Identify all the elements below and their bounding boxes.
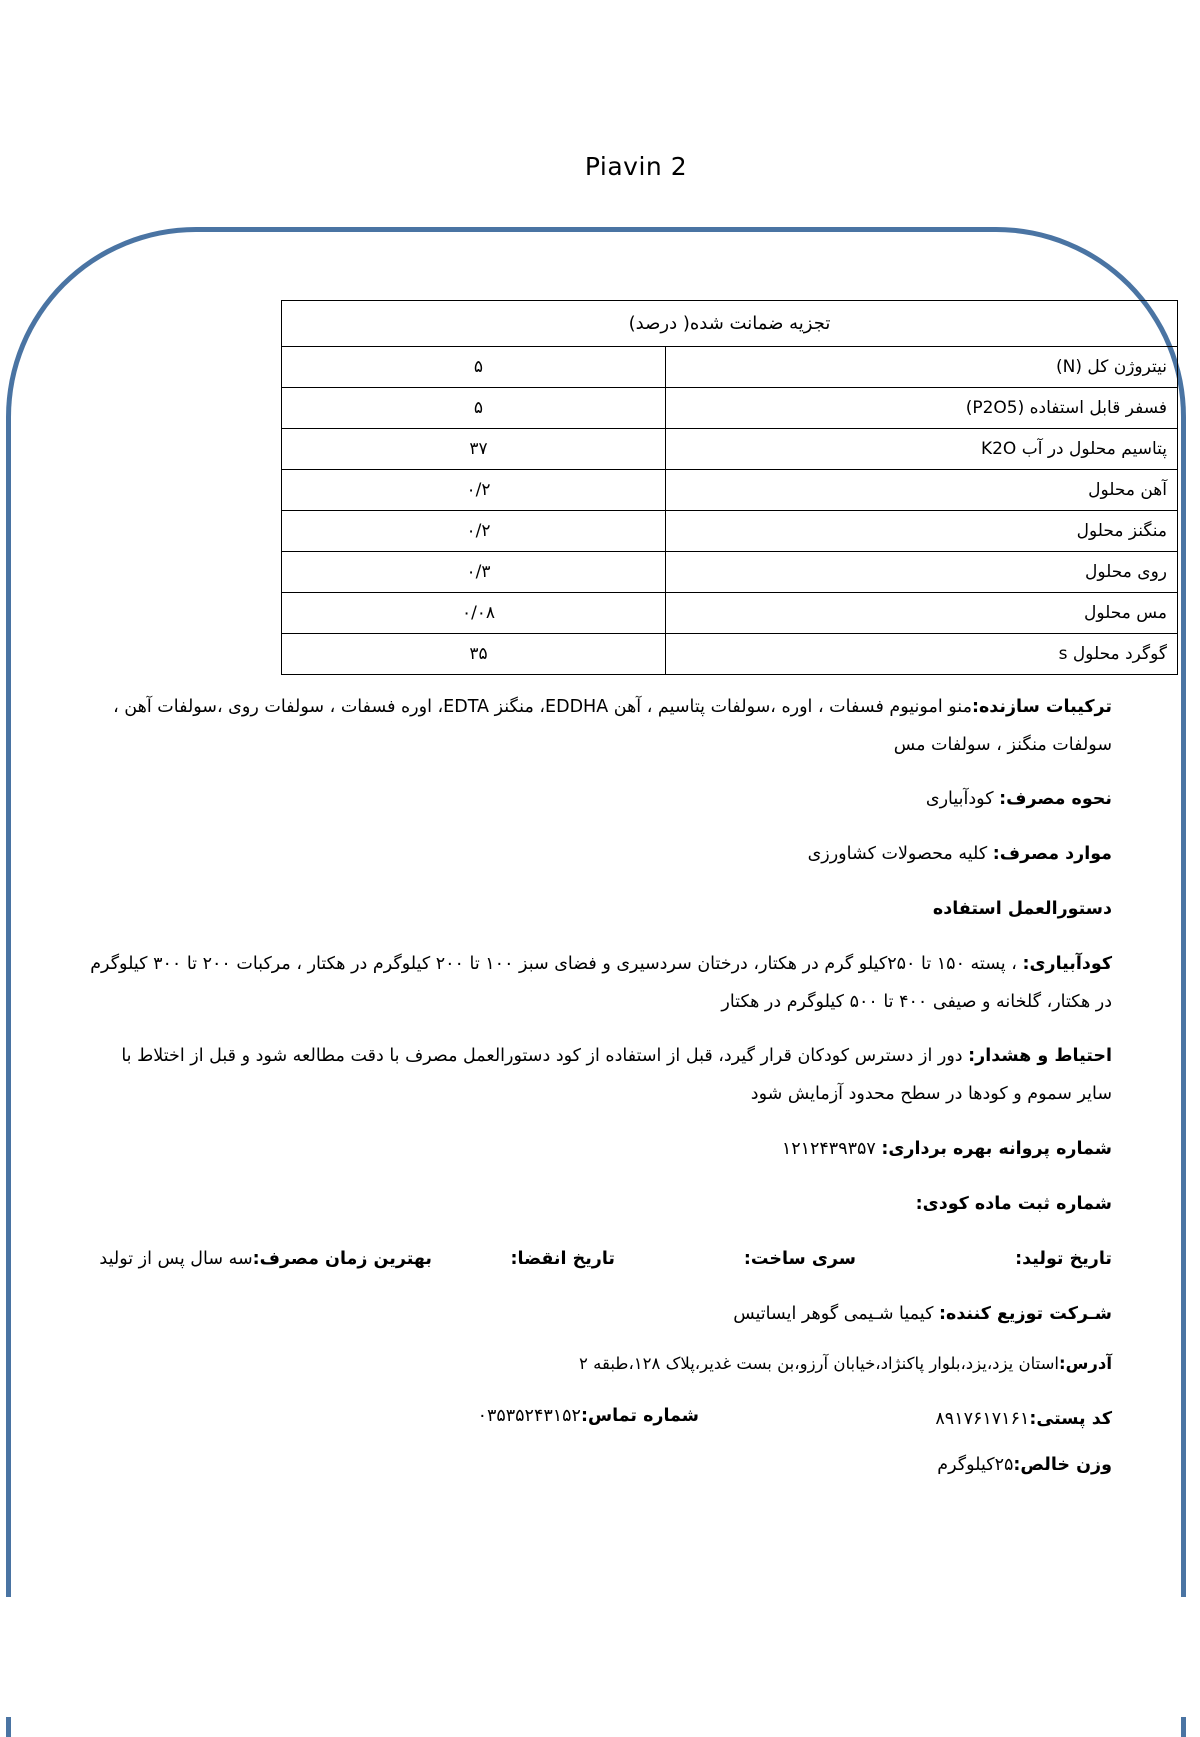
- best-use-text: سه سال پس از تولید: [99, 1249, 253, 1269]
- nutrient-label: نیتروژن کل (N): [666, 347, 1178, 388]
- nutrient-value: ۵: [282, 347, 666, 388]
- nutrient-label: آهن محلول: [666, 470, 1178, 511]
- best-use-line: [99, 1249, 432, 1269]
- table-row: [282, 552, 1178, 593]
- postal-value: ۸۹۱۷۶۱۷۱۶۱: [935, 1409, 1030, 1429]
- usage-cases-line: [88, 835, 1112, 873]
- caution-label: احتیاط و هشدار:: [968, 1046, 1112, 1066]
- nutrient-label: فسفر قابل استفاده (P2O5): [666, 388, 1178, 429]
- document-title: Piavin 2: [584, 152, 688, 181]
- guaranteed-analysis-table: [281, 300, 1178, 675]
- instructions-heading: دستورالعمل استفاده: [932, 899, 1112, 919]
- table-row: [282, 429, 1178, 470]
- address-text: استان یزد،یزد،بلوار پاکنژاد،خیابان آرزو،بن بست غدیر،پلاک ۱۲۸،طبقه ۲: [579, 1354, 1059, 1373]
- fertigation-paragraph: [88, 945, 1112, 1021]
- nutrient-value: ۰/۰۸: [282, 593, 666, 634]
- table-row: [282, 470, 1178, 511]
- composition-label: ترکیبات سازنده:: [971, 697, 1112, 717]
- nutrient-value: ۰/۲: [282, 470, 666, 511]
- fertigation-label: کودآبیاری:: [1022, 954, 1112, 974]
- weight-value: ۲۵کیلوگرم: [937, 1455, 1014, 1475]
- usage-method-line: [88, 780, 1112, 818]
- phone-label: شماره تماس:: [580, 1406, 699, 1426]
- usage-method-text: کودآبیاری: [925, 789, 994, 809]
- postal-label: کد پستی:: [1029, 1409, 1112, 1429]
- nutrient-label: روی محلول: [666, 552, 1178, 593]
- address-label: آدرس:: [1059, 1354, 1112, 1373]
- best-use-label: بهترین زمان مصرف:: [252, 1249, 432, 1269]
- fertigation-text: ، پسته ۱۵۰ تا ۲۵۰کیلو گرم در هکتار، درختان سردسیری و فضای سبز ۱۰۰ تا ۲۰۰ کیلوگرم در هکتار ، مرکبات ۲۰۰ تا ۳۰۰ کیلوگرم در هکتار، گلخانه و صیفی ۴۰۰ تا ۵۰۰ کیلوگرم در هکتار: [90, 954, 1112, 1012]
- table-row: [282, 511, 1178, 552]
- nutrient-value: ۳۷: [282, 429, 666, 470]
- usage-cases-label: موارد مصرف:: [992, 844, 1112, 864]
- table-row: [282, 347, 1178, 388]
- phone-line: [478, 1406, 699, 1426]
- composition-text: منو امونیوم فسفات ، اوره ،سولفات پتاسیم ، آهن EDDHA، منگنز EDTA، اوره فسفات ، سولفات روی ،سولفات آهن ، سولفات منگنز ، سولفات مس: [113, 697, 1112, 755]
- nutrient-label: مس محلول: [666, 593, 1178, 634]
- distributor-text: کیمیا شـیمی گوهر ایساتیس: [733, 1304, 934, 1324]
- nutrient-value: ۳۵: [282, 634, 666, 675]
- table-heading: تجزیه ضمانت شده( درصد): [282, 301, 1178, 347]
- batch-label: سری ساخت:: [743, 1249, 856, 1269]
- table-row: [282, 593, 1178, 634]
- weight-label: وزن خالص:: [1013, 1455, 1112, 1475]
- table-row: [282, 388, 1178, 429]
- nutrient-value: ۰/۲: [282, 511, 666, 552]
- license-line: [88, 1130, 1112, 1168]
- postal-line: [935, 1409, 1112, 1429]
- distributor-label: شـرکت توزیع کننده:: [938, 1304, 1112, 1324]
- license-label: شماره پروانه بهره برداری:: [881, 1139, 1112, 1159]
- nutrient-value: ۰/۳: [282, 552, 666, 593]
- registration-label: شماره ثبت ماده کودی:: [915, 1194, 1112, 1214]
- usage-cases-text: کلیه محصولات کشاورزی: [807, 844, 988, 864]
- distributor-line: [733, 1304, 1112, 1324]
- phone-value: ۰۳۵۳۵۲۴۳۱۵۲: [477, 1406, 581, 1426]
- nutrient-label: گوگرد محلول s: [666, 634, 1178, 675]
- caution-paragraph: [88, 1037, 1112, 1113]
- nutrient-value: ۵: [282, 388, 666, 429]
- caution-text: دور از دسترس کودکان قرار گیرد، قبل از استفاده از کود دستورالعمل مصرف با دقت مطالعه شود و قبل از اختلاط با سایر سموم و کودها در سطح محدود آزمایش شود: [121, 1046, 1112, 1104]
- nutrient-label: پتاسیم محلول در آب K2O: [666, 429, 1178, 470]
- page-bottom-blank: [0, 1597, 1200, 1717]
- expiry-label: تاریخ انقضا:: [510, 1249, 615, 1269]
- nutrient-label: منگنز محلول: [666, 511, 1178, 552]
- table-row: [282, 634, 1178, 675]
- usage-method-label: نحوه مصرف:: [999, 789, 1112, 809]
- license-value: ۱۲۱۲۴۳۹۳۵۷: [781, 1139, 876, 1159]
- address-line: [579, 1354, 1112, 1373]
- composition-paragraph: [88, 688, 1112, 764]
- production-date-label: تاریخ تولید:: [1015, 1249, 1112, 1269]
- weight-line: [937, 1455, 1112, 1475]
